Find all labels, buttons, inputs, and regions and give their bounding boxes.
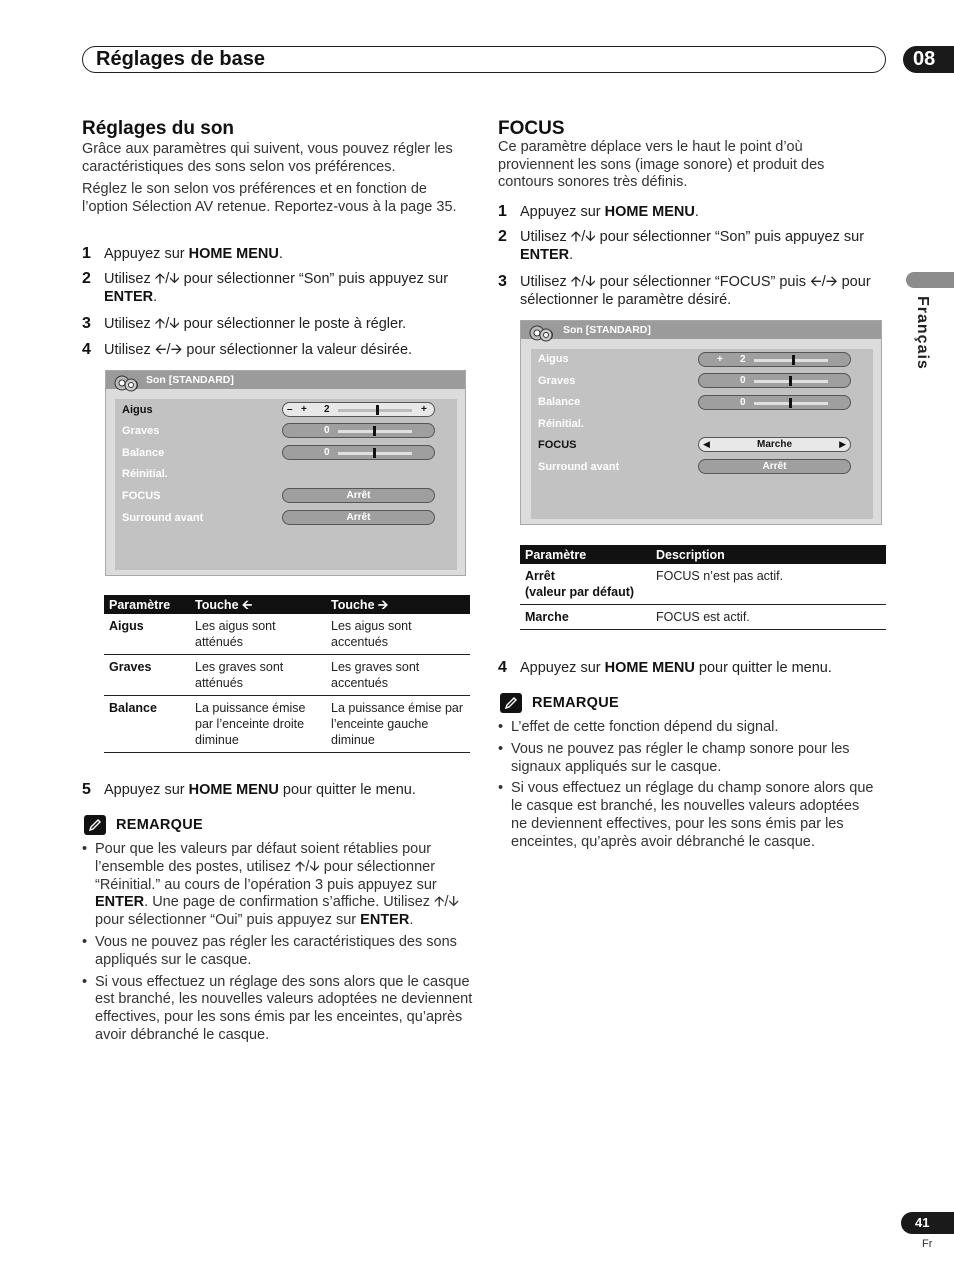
- step-number: 3: [498, 273, 507, 290]
- slider-knob: [789, 398, 792, 408]
- arrow-down-icon: 🡫: [169, 271, 180, 287]
- surround-selector[interactable]: Arrêt: [698, 459, 851, 474]
- focus-step-2: [498, 228, 890, 264]
- step-number: 2: [498, 228, 507, 245]
- step-text: Utilisez 🡩/🡫 pour sélectionner “FOCUS” puis 🡨/🡪 pour sélectionner le paramètre désiré.: [520, 274, 871, 308]
- osd-label-focus[interactable]: FOCUS: [538, 439, 577, 451]
- arrow-down-icon: 🡫: [169, 316, 180, 332]
- step-number: 4: [82, 341, 91, 358]
- arrow-right-icon: 🡪: [378, 597, 389, 612]
- focus-settings-table: [520, 545, 886, 630]
- osd-label-surround[interactable]: Surround avant: [538, 461, 620, 473]
- step-5: [82, 781, 474, 799]
- surround-selector[interactable]: Arrêt: [282, 510, 435, 525]
- remarks-list-left: [82, 841, 474, 1049]
- step-text: Utilisez 🡩/🡫 pour sélectionner le poste à régler.: [104, 316, 407, 332]
- intro-paragraph-1: Grâce aux paramètres qui suivent, vous pouvez régler les caractéristiques des sons selon vos préférences.: [82, 141, 453, 175]
- step-text: Utilisez 🡩/🡫 pour sélectionner “Son” puis appuyez sur ENTER.: [104, 271, 449, 305]
- step-1: [82, 245, 474, 263]
- osd-label-surround[interactable]: Surround avant: [122, 512, 204, 524]
- arrow-left-icon: 🡨: [810, 274, 822, 290]
- step-number: 2: [82, 270, 91, 287]
- osd-label-reset[interactable]: Réinitial.: [538, 418, 584, 430]
- section-heading-focus: FOCUS: [498, 118, 565, 139]
- slider-knob: [373, 426, 376, 436]
- step-text: Appuyez sur HOME MENU pour quitter le menu.: [104, 782, 416, 798]
- arrow-up-icon: 🡩: [570, 274, 582, 290]
- osd-label-bass[interactable]: Graves: [122, 425, 160, 437]
- slider-knob: [373, 448, 376, 458]
- arrow-down-icon: 🡫: [309, 858, 320, 875]
- table-header: Paramètre: [520, 545, 651, 564]
- speaker-icon: [114, 373, 140, 393]
- osd-label-bass[interactable]: Graves: [538, 375, 576, 387]
- osd-label-reset[interactable]: Réinitial.: [122, 468, 168, 480]
- arrow-down-icon: 🡫: [585, 274, 596, 290]
- step-4: [82, 341, 474, 359]
- osd-title: Son [STANDARD]: [563, 324, 651, 336]
- list-item: • Vous ne pouvez pas régler le champ sonore pour les signaux appliqués sur le casque.: [498, 741, 878, 777]
- table-row: Marche FOCUS est actif.: [520, 605, 886, 630]
- remark-heading-right: REMARQUE: [500, 693, 619, 713]
- table-row: Arrêt (valeur par défaut) FOCUS n’est pas actif.: [520, 564, 886, 605]
- language-tab-label: Français: [914, 296, 931, 370]
- arrow-left-icon: 🡨: [242, 597, 253, 612]
- osd-label-treble[interactable]: Aigus: [538, 353, 569, 365]
- focus-step-4: [498, 659, 890, 677]
- slider-knob: [789, 376, 792, 386]
- focus-step-1: [498, 203, 890, 221]
- note-pencil-icon: [84, 815, 106, 835]
- osd-label-focus[interactable]: FOCUS: [122, 490, 161, 502]
- step-number: 4: [498, 659, 507, 676]
- osd-label-balance[interactable]: Balance: [122, 447, 165, 459]
- remarks-list-right: [498, 719, 878, 856]
- table-row: Graves Les graves sont atténués Les graves sont accentués: [104, 655, 470, 696]
- language-tab-bar: [906, 272, 954, 288]
- table-header: Paramètre: [104, 595, 190, 614]
- osd-sound-menu: [105, 370, 466, 576]
- arrow-up-icon: 🡩: [154, 271, 166, 287]
- list-item: • L’effet de cette fonction dépend du signal.: [498, 719, 878, 737]
- slider-knob: [792, 355, 795, 365]
- step-number: 3: [82, 315, 91, 332]
- arrow-up-icon: 🡩: [570, 229, 582, 245]
- step-text: Appuyez sur HOME MENU.: [520, 204, 699, 220]
- focus-step-3: [498, 273, 890, 309]
- arrow-down-icon: 🡫: [448, 894, 459, 911]
- section-heading-sound: Réglages du son: [82, 118, 235, 139]
- arrow-down-icon: 🡫: [585, 229, 596, 245]
- step-number: 5: [82, 781, 91, 798]
- triangle-right-icon: ▶: [839, 439, 846, 449]
- focus-selector[interactable]: ◀ Marche ▶: [698, 437, 851, 452]
- page-language: Fr: [922, 1238, 933, 1250]
- osd-focus-menu: [520, 320, 882, 525]
- treble-slider[interactable]: + 2: [698, 352, 851, 367]
- focus-selector[interactable]: Arrêt: [282, 488, 435, 503]
- arrow-up-icon: 🡩: [434, 894, 445, 911]
- table-header: Touche 🡪: [326, 595, 470, 614]
- osd-label-treble[interactable]: Aigus: [122, 404, 153, 416]
- treble-slider[interactable]: – + 2 +: [282, 402, 435, 417]
- arrow-up-icon: 🡩: [154, 316, 166, 332]
- key-effects-table: [104, 595, 470, 753]
- slider-knob: [376, 405, 379, 415]
- triangle-left-icon: ◀: [703, 439, 710, 449]
- intro-paragraph-2: Réglez le son selon vos préférences et en fonction de l’option Sélection AV retenue. Reportez-vous à la page 35.: [82, 181, 457, 215]
- focus-intro: Ce paramètre déplace vers le haut le point d’où proviennent les sons (image sonore) et produit des contours sonores très définis.: [498, 139, 825, 190]
- step-text: Appuyez sur HOME MENU pour quitter le menu.: [520, 660, 832, 676]
- step-number: 1: [498, 203, 507, 220]
- osd-title: Son [STANDARD]: [146, 374, 234, 386]
- arrow-right-icon: 🡪: [825, 274, 838, 290]
- table-header: Touche 🡨: [190, 595, 326, 614]
- page-number: 41: [901, 1212, 954, 1234]
- remark-heading-left: REMARQUE: [84, 815, 203, 835]
- table-row: Balance La puissance émise par l’enceinte droite diminue La puissance émise par l’enceinte gauche diminue: [104, 696, 470, 753]
- balance-slider[interactable]: 0: [698, 395, 851, 410]
- page-title: Réglages de base: [96, 48, 265, 70]
- speaker-icon: [529, 323, 555, 343]
- step-2: [82, 270, 474, 306]
- step-text: Appuyez sur HOME MENU.: [104, 246, 283, 262]
- bass-slider[interactable]: 0: [698, 373, 851, 388]
- step-text: Utilisez 🡩/🡫 pour sélectionner “Son” puis appuyez sur ENTER.: [520, 229, 865, 263]
- note-pencil-icon: [500, 693, 522, 713]
- table-row: Aigus Les aigus sont atténués Les aigus sont accentués: [104, 614, 470, 655]
- balance-slider[interactable]: 0: [282, 445, 435, 460]
- list-item: • Si vous effectuez un réglage des sons alors que le casque est branché, les nouvelles valeurs adoptées ne deviennent effectives, pour les sons émis par les enceintes, qu’après avoir débranché le casque.: [82, 974, 474, 1045]
- list-item: • Pour que les valeurs par défaut soient rétablies pour l’ensemble des postes, utilisez 🡩/🡫 pour sélectionner “Réinitial.” au cours de l’opération 3 puis appuyez sur ENTER. Une page de confirmation s’affiche. Utilisez 🡩/🡫 pour sélectionner “Oui” puis appuyez sur ENTER.: [82, 841, 474, 930]
- chapter-badge: 08: [903, 46, 954, 73]
- osd-label-balance[interactable]: Balance: [538, 396, 581, 408]
- step-number: 1: [82, 245, 91, 262]
- list-item: • Vous ne pouvez pas régler les caractéristiques des sons appliqués sur le casque.: [82, 934, 474, 970]
- arrow-up-icon: 🡩: [294, 858, 306, 875]
- arrow-left-icon: 🡨: [154, 342, 167, 358]
- arrow-right-icon: 🡪: [170, 342, 183, 358]
- step-text: Utilisez 🡨/🡪 pour sélectionner la valeur désirée.: [104, 342, 413, 358]
- list-item: • Si vous effectuez un réglage du champ sonore alors que le casque est branché, les nouvelles valeurs adoptées ne deviennent effectives, pour les sons émis par les enceintes, qu’après avoir débranché le casque.: [498, 780, 878, 851]
- step-3: [82, 315, 474, 333]
- table-header: Description: [651, 545, 886, 564]
- bass-slider[interactable]: 0: [282, 423, 435, 438]
